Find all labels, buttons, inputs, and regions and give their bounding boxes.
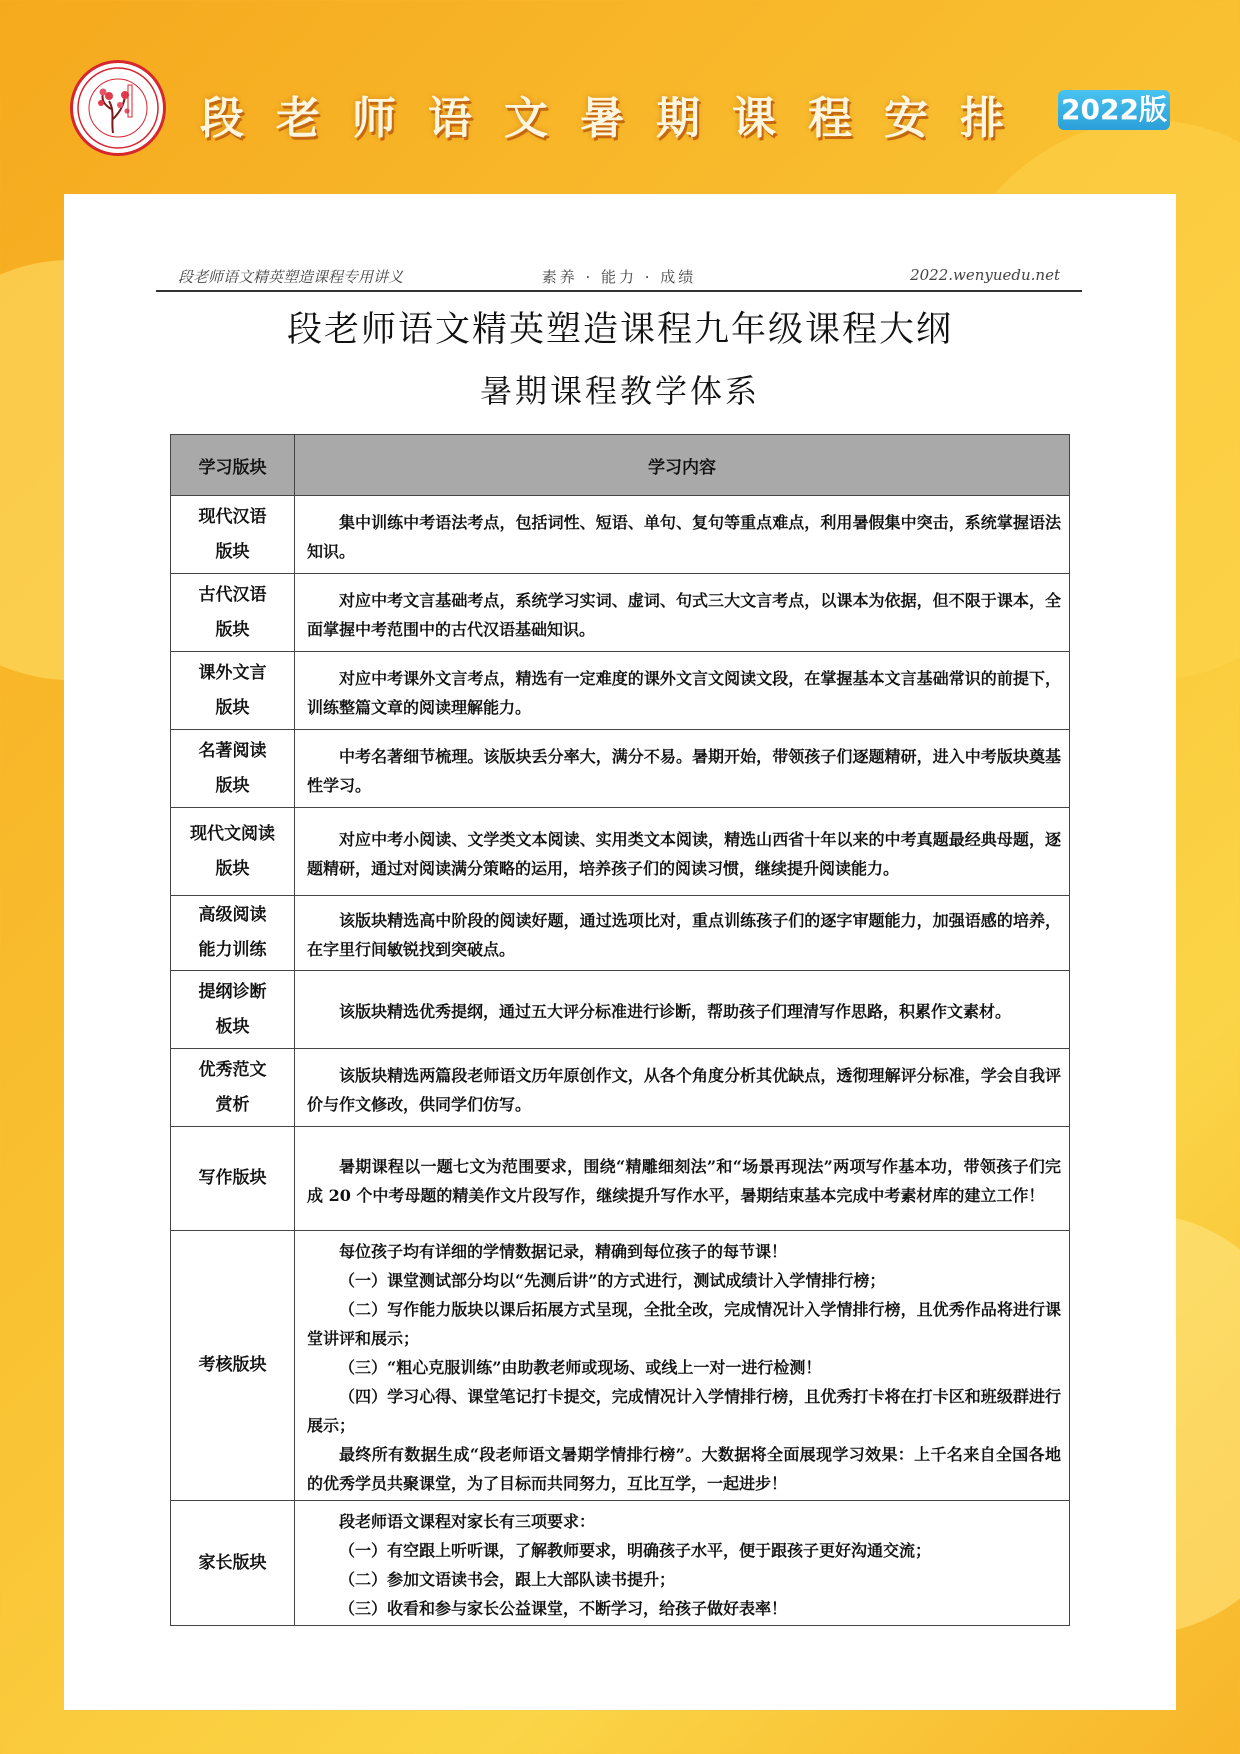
module-content: 对应中考课外文言考点，精选有一定难度的课外文言文阅读文段，在掌握基本文言基础常识的前提下，训练整篇文章的阅读理解能力。 [295, 652, 1070, 730]
assessment-item: （二）写作能力版块以课后拓展方式呈现，全批全改，完成情况计入学情排行榜，且优秀作品将进行课堂讲评和展示； [307, 1300, 1061, 1348]
document-subtitle: 暑期课程教学体系 [479, 372, 760, 410]
parent-requirement: （二）参加文语读书会，跟上大部队读书提升； [339, 1570, 676, 1589]
table-row [171, 808, 1070, 896]
table-row [171, 1501, 1070, 1626]
module-content: 对应中考小阅读、文学类文本阅读、实用类文本阅读，精选山西省十年以来的中考真题最经典母题，逐题精研，通过对阅读满分策略的运用，培养孩子们的阅读习惯，继续提升阅读能力。 [295, 808, 1070, 896]
module-content: 该版块精选两篇段老师语文历年原创作文，从各个角度分析其优缺点，透彻理解评分标准，学会自我评价与作文修改，供同学们仿写。 [295, 1049, 1070, 1127]
module-content: 集中训练中考语法考点，包括词性、短语、单句、复句等重点难点，利用暑假集中突击，系统掌握语法知识。 [295, 496, 1070, 574]
parent-requirement: （三）收看和参与家长公益课堂，不断学习，给孩子做好表率！ [339, 1599, 788, 1618]
module-name: 高级阅读 能力训练 [171, 896, 295, 971]
edition-badge: 2022版 [1058, 90, 1170, 130]
table-row [171, 652, 1070, 730]
column-header-module: 学习版块 [171, 435, 295, 496]
module-name: 家长版块 [171, 1501, 295, 1626]
table-row [171, 1127, 1070, 1231]
module-content [295, 1501, 1070, 1626]
module-name: 优秀范文 赏析 [171, 1049, 295, 1127]
document-title: 段老师语文精英塑造课程九年级课程大纲 [286, 310, 953, 350]
column-header-content: 学习内容 [295, 435, 1070, 496]
table-row [171, 896, 1070, 971]
module-name: 古代汉语 版块 [171, 574, 295, 652]
syllabus-table [170, 434, 1070, 1626]
table-row [171, 496, 1070, 574]
module-content: 对应中考文言基础考点，系统学习实词、虚词、句式三大文言考点，以课本为依据，但不限于课本，全面掌握中考范围中的古代汉语基础知识。 [295, 574, 1070, 652]
assessment-item: （四）学习心得、课堂笔记打卡提交，完成情况计入学情排行榜，且优秀打卡将在打卡区和班级群进行展示； [307, 1387, 1061, 1435]
running-header [156, 264, 1082, 292]
module-content: 该版块精选高中阶段的阅读好题，通过选项比对，重点训练孩子们的逐字审题能力，加强语感的培养，在字里行间敏锐找到突破点。 [295, 896, 1070, 971]
module-content: 该版块精选优秀提纲，通过五大评分标准进行诊断，帮助孩子们理清写作思路，积累作文素材。 [295, 971, 1070, 1049]
table-row [171, 1049, 1070, 1127]
table-header-row [171, 435, 1070, 496]
banner-title: 段老师语文暑期课程安排 [200, 93, 1036, 144]
table-row [171, 1231, 1070, 1501]
module-name: 名著阅读 版块 [171, 730, 295, 808]
document-page [64, 194, 1176, 1710]
module-name: 现代汉语 版块 [171, 496, 295, 574]
plum-blossom-logo-icon [73, 63, 163, 153]
parent-requirement: （一）有空跟上听听课，了解教师要求，明确孩子水平，便于跟孩子更好沟通交流； [339, 1541, 932, 1560]
module-name: 课外文言 版块 [171, 652, 295, 730]
school-logo [70, 60, 166, 156]
module-content: 中考名著细节梳理。该版块丢分率大，满分不易。暑期开始，带领孩子们逐题精研，进入中考版块奠基性学习。 [295, 730, 1070, 808]
parent-intro: 段老师语文课程对家长有三项要求： [339, 1512, 596, 1531]
assessment-item: （三）“粗心克服训练”由助教老师或现场、或线上一对一进行检测！ [339, 1358, 822, 1377]
module-name: 现代文阅读 版块 [171, 808, 295, 896]
header-motto: 素养 · 能力 · 成绩 [541, 268, 697, 286]
module-content: 暑期课程以一题七文为范围要求，围绕“精雕细刻法”和“场景再现法”两项写作基本功，带领孩子们完成 20 个中考母题的精美作文片段写作，继续提升写作水平，暑期结束基本完成中考素材库的建立工作！ [295, 1127, 1070, 1231]
module-name: 提纲诊断 板块 [171, 971, 295, 1049]
assessment-intro: 每位孩子均有详细的学情数据记录，精确到每位孩子的每节课！ [339, 1242, 788, 1261]
assessment-summary: 最终所有数据生成“段老师语文暑期学情排行榜”。大数据将全面展现学习效果：上千名来自全国各地的优秀学员共聚课堂，为了目标而共同努力，互比互学，一起进步！ [307, 1445, 1061, 1493]
module-name: 考核版块 [171, 1231, 295, 1501]
header-course-name: 段老师语文精英塑造课程专用讲义 [178, 268, 404, 286]
module-content [295, 1231, 1070, 1501]
table-row [171, 971, 1070, 1049]
assessment-item: （一）课堂测试部分均以“先测后讲”的方式进行，测试成绩计入学情排行榜； [339, 1271, 886, 1290]
table-row [171, 574, 1070, 652]
table-row [171, 730, 1070, 808]
module-name: 写作版块 [171, 1127, 295, 1231]
header-website: 2022.wenyuedu.net [910, 266, 1060, 284]
